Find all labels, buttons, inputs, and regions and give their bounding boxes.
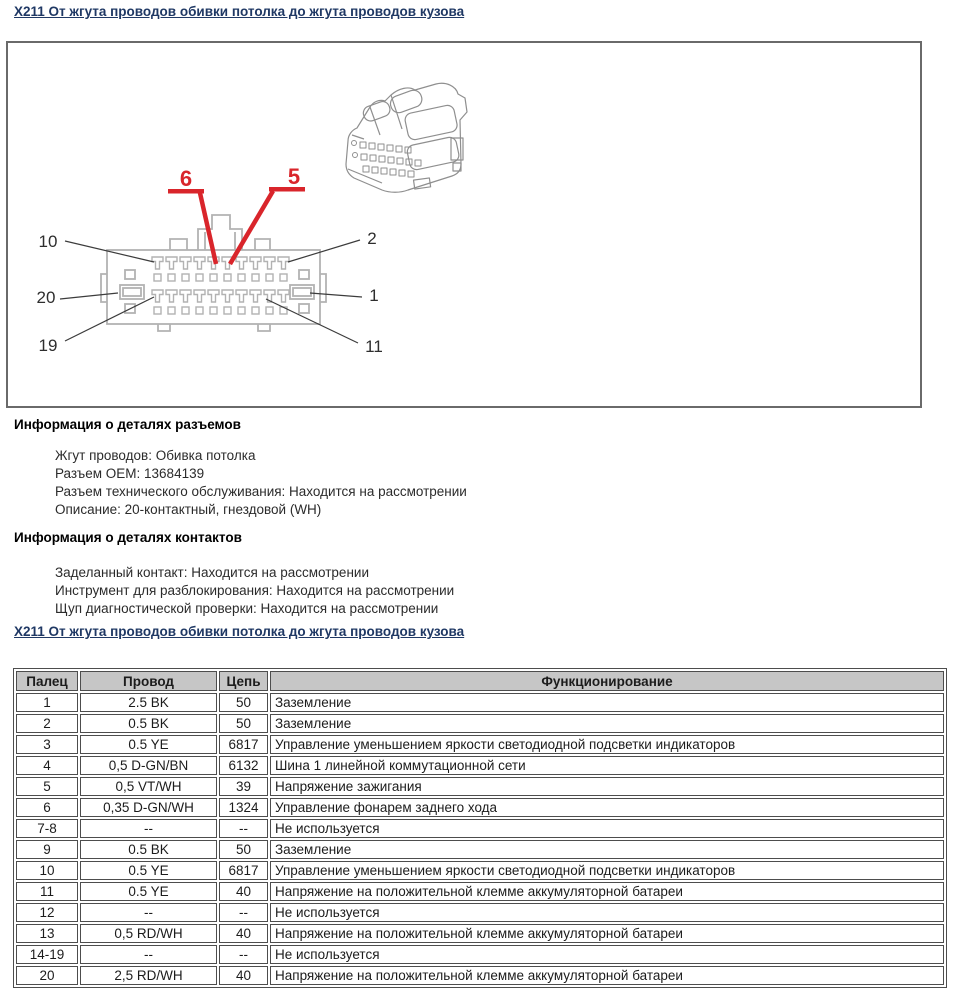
circuit-cell: 39 — [219, 777, 268, 796]
pin-label-2: 2 — [367, 229, 377, 248]
function-cell: Заземление — [270, 693, 944, 712]
table-row — [16, 840, 944, 859]
function-cell: Не используется — [270, 819, 944, 838]
circuit-cell: -- — [219, 819, 268, 838]
pin-cell: 9 — [16, 840, 78, 859]
connector-title-link-top[interactable]: X211 От жгута проводов обивки потолка до жгута проводов кузова — [14, 4, 465, 19]
circuit-cell: 40 — [219, 882, 268, 901]
pin-cell: 5 — [16, 777, 78, 796]
pin-label-1: 1 — [369, 286, 379, 305]
table-row — [16, 882, 944, 901]
circuit-cell: 40 — [219, 966, 268, 985]
circuit-cell: 50 — [219, 714, 268, 733]
pinout-table — [13, 668, 947, 988]
wire-cell: -- — [80, 903, 217, 922]
wire-cell: 0.5 YE — [80, 861, 217, 880]
wire-cell: 0,35 D-GN/WH — [80, 798, 217, 817]
wire-cell: 0.5 BK — [80, 840, 217, 859]
pin-label-10: 10 — [38, 232, 58, 251]
table-row — [16, 945, 944, 964]
circuit-cell: 40 — [219, 924, 268, 943]
terminal-info-heading: Информация о деталях контактов — [14, 530, 242, 545]
connector-front-view — [101, 215, 326, 331]
circuit-cell: 6817 — [219, 735, 268, 754]
function-cell: Заземление — [270, 714, 944, 733]
header-circuit: Цепь — [219, 671, 268, 691]
oem-connector-line: Разъем OEM: 13684139 — [55, 466, 205, 481]
circuit-cell: 6132 — [219, 756, 268, 775]
pin-leader-lines — [60, 240, 362, 343]
table-row — [16, 966, 944, 985]
function-cell: Управление уменьшением яркости светодиодной подсветки индикаторов — [270, 861, 944, 880]
wire-cell: 0.5 BK — [80, 714, 217, 733]
wire-cell: 2,5 RD/WH — [80, 966, 217, 985]
table-row — [16, 798, 944, 817]
function-cell: Напряжение на положительной клемме аккумуляторной батареи — [270, 966, 944, 985]
wire-cell: 0,5 RD/WH — [80, 924, 217, 943]
pin-cell: 6 — [16, 798, 78, 817]
header-pin: Палец — [16, 671, 78, 691]
table-row — [16, 693, 944, 712]
release-tool-line: Инструмент для разблокирования: Находится на рассмотрении — [55, 583, 455, 598]
function-cell: Управление фонарем заднего хода — [270, 798, 944, 817]
red-callout-6: 6 — [179, 166, 193, 191]
wire-cell: 0,5 D-GN/BN — [80, 756, 217, 775]
wire-cell: 0.5 YE — [80, 882, 217, 901]
function-cell: Не используется — [270, 903, 944, 922]
harness-line: Жгут проводов: Обивка потолка — [55, 448, 256, 463]
table-row — [16, 924, 944, 943]
function-cell: Шина 1 линейной коммутационной сети — [270, 756, 944, 775]
pin-label-19: 19 — [38, 336, 58, 355]
pin-cell: 3 — [16, 735, 78, 754]
table-row — [16, 861, 944, 880]
wire-cell: -- — [80, 819, 217, 838]
pin-cell: 4 — [16, 756, 78, 775]
table-row — [16, 903, 944, 922]
pin-cell: 14-19 — [16, 945, 78, 964]
circuit-cell: -- — [219, 945, 268, 964]
circuit-cell: 50 — [219, 840, 268, 859]
connector-3d-drawing — [346, 83, 467, 192]
function-cell: Напряжение зажигания — [270, 777, 944, 796]
pin-cell: 7-8 — [16, 819, 78, 838]
table-row — [16, 714, 944, 733]
test-probe-line: Щуп диагностической проверки: Находится на рассмотрении — [55, 601, 439, 616]
pin-cell: 2 — [16, 714, 78, 733]
pin-cell: 20 — [16, 966, 78, 985]
pin-cell: 11 — [16, 882, 78, 901]
terminated-contact-line: Заделанный контакт: Находится на рассмотрении — [55, 565, 369, 580]
pin-cell: 12 — [16, 903, 78, 922]
function-cell: Заземление — [270, 840, 944, 859]
pin-label-11: 11 — [365, 337, 383, 356]
circuit-cell: -- — [219, 903, 268, 922]
header-wire: Провод — [80, 671, 217, 691]
circuit-cell: 1324 — [219, 798, 268, 817]
table-row — [16, 735, 944, 754]
pinout-header-row — [16, 671, 944, 691]
service-connector-line: Разъем технического обслуживания: Находится на рассмотрении — [55, 484, 467, 499]
header-function: Функционирование — [270, 671, 944, 691]
connector-info-heading: Информация о деталях разъемов — [14, 417, 241, 432]
description-line: Описание: 20-контактный, гнездовой (WH) — [55, 502, 322, 517]
connector-title-link-bottom[interactable]: X211 От жгута проводов обивки потолка до жгута проводов кузова — [14, 624, 465, 639]
function-cell: Напряжение на положительной клемме аккумуляторной батареи — [270, 882, 944, 901]
table-row — [16, 819, 944, 838]
pin-cell: 1 — [16, 693, 78, 712]
terminal-info-lines — [55, 564, 454, 618]
function-cell: Напряжение на положительной клемме аккумуляторной батареи — [270, 924, 944, 943]
function-cell: Управление уменьшением яркости светодиодной подсветки индикаторов — [270, 735, 944, 754]
connector-diagram-panel — [6, 41, 922, 408]
table-row — [16, 777, 944, 796]
red-callout-5: 5 — [287, 164, 301, 189]
pin-cell: 10 — [16, 861, 78, 880]
circuit-cell: 50 — [219, 693, 268, 712]
wire-cell: 2.5 BK — [80, 693, 217, 712]
function-cell: Не используется — [270, 945, 944, 964]
wire-cell: 0,5 VT/WH — [80, 777, 217, 796]
wire-cell: -- — [80, 945, 217, 964]
table-row — [16, 756, 944, 775]
circuit-cell: 6817 — [219, 861, 268, 880]
wire-cell: 0.5 YE — [80, 735, 217, 754]
connector-diagram — [8, 43, 916, 402]
pin-cell: 13 — [16, 924, 78, 943]
connector-info-lines — [55, 447, 467, 519]
red-callouts — [168, 164, 305, 264]
pin-label-20: 20 — [36, 288, 56, 307]
